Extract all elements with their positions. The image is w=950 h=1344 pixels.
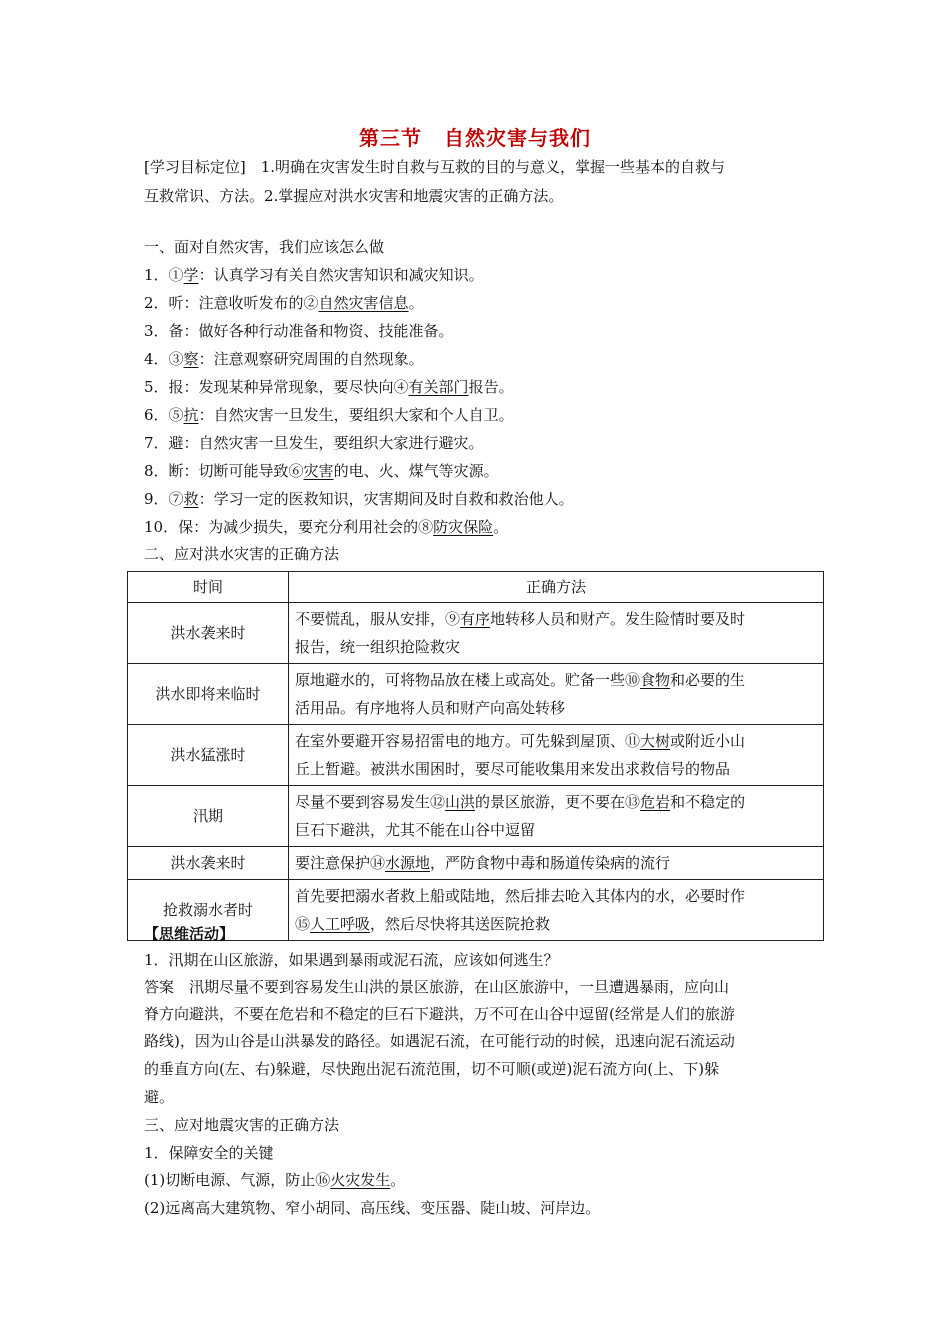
answer-line: 避。 bbox=[144, 1088, 175, 1106]
time-cell: 洪水袭来时 bbox=[128, 847, 289, 880]
title-topic: 自然灾害与我们 bbox=[444, 126, 591, 150]
table-row bbox=[128, 664, 824, 725]
list-item: 4．③察：注意观察研究周围的自然现象。 bbox=[144, 350, 424, 368]
method-cell: 不要慌乱，服从安排，⑨有序地转移人员和财产。发生险情时要及时 报告，统一组织抢险救灾 bbox=[289, 603, 824, 664]
answer-line: 的垂直方向(左、右)躲避，尽快跑出泥石流范围，切不可顺(或逆)泥石流方向(上、下)躲 bbox=[144, 1060, 720, 1078]
method-cell: 在室外要避开容易招雷电的地方。可先躲到屋顶、⑪大树或附近小山 丘上暂避。被洪水围困时，要尽可能收集用来发出求救信号的物品 bbox=[289, 725, 824, 786]
answer-line: 答案 汛期尽量不要到容易发生山洪的景区旅游，在山区旅游中，一旦遭遇暴雨，应向山 bbox=[144, 978, 730, 996]
time-cell: 洪水即将来临时 bbox=[128, 664, 289, 725]
list-item: 10．保：为减少损失，要充分利用社会的⑧防灾保险。 bbox=[144, 518, 509, 536]
list-item: 5．报：发现某种异常现象，要尽快向④有关部门报告。 bbox=[144, 378, 514, 396]
list-item: (2)远离高大建筑物、窄小胡同、高压线、变压器、陡山坡、河岸边。 bbox=[144, 1199, 601, 1217]
time-cell: 洪水袭来时 bbox=[128, 603, 289, 664]
method-cell: 原地避水的，可将物品放在楼上或高处。贮备一些⑩食物和必要的生 活用品。有序地将人员和财产向高处转移 bbox=[289, 664, 824, 725]
list-item: 6．⑤抗：自然灾害一旦发生，要组织大家和个人自卫。 bbox=[144, 406, 514, 424]
column-header-method: 正确方法 bbox=[289, 572, 824, 603]
answer-line: 路线)，因为山谷是山洪暴发的路径。如遇泥石流，在可能行动的时候，迅速向泥石流运动 bbox=[144, 1032, 735, 1050]
list-item: 1．①学：认真学习有关自然灾害知识和减灾知识。 bbox=[144, 266, 484, 284]
list-item: (1)切断电源、气源，防止⑯火灾发生。 bbox=[144, 1171, 406, 1189]
section-3-subheading: 1．保障安全的关键 bbox=[144, 1144, 274, 1162]
method-cell: 尽量不要到容易发生⑫山洪的景区旅游，更不要在⑬危岩和不稳定的 巨石下避洪，尤其不能在山谷中逗留 bbox=[289, 786, 824, 847]
table-row bbox=[128, 786, 824, 847]
section-2-heading: 二、应对洪水灾害的正确方法 bbox=[144, 545, 340, 563]
time-cell: 洪水猛涨时 bbox=[128, 725, 289, 786]
method-cell: 要注意保护⑭水源地，严防食物中毒和肠道传染病的流行 bbox=[289, 847, 824, 880]
section-1-heading: 一、面对自然灾害，我们应该怎么做 bbox=[144, 238, 385, 256]
table-header-row bbox=[128, 572, 824, 603]
column-header-time: 时间 bbox=[128, 572, 289, 603]
thinking-question: 1．汛期在山区旅游，如果遇到暴雨或泥石流，应该如何逃生？ bbox=[144, 951, 559, 969]
learning-goal-line-1: [学习目标定位] 1.明确在灾害发生时自救与互救的目的与意义，掌握一些基本的自救与 bbox=[144, 158, 726, 176]
flood-methods-table bbox=[127, 571, 824, 941]
section-3-heading: 三、应对地震灾害的正确方法 bbox=[144, 1116, 340, 1134]
list-item: 9．⑦救：学习一定的医救知识，灾害期间及时自救和救治他人。 bbox=[144, 490, 574, 508]
table-row bbox=[128, 603, 824, 664]
method-cell: 首先要把溺水者救上船或陆地，然后排去呛入其体内的水，必要时作 ⑮人工呼吸，然后尽快将其送医院抢救 bbox=[289, 880, 824, 941]
time-cell: 抢救溺水者时 bbox=[128, 880, 289, 941]
title-section: 第三节 bbox=[359, 126, 422, 150]
table-row bbox=[128, 725, 824, 786]
list-item: 2．听：注意收听发布的②自然灾害信息。 bbox=[144, 294, 424, 312]
list-item: 3．备：做好各种行动准备和物资、技能准备。 bbox=[144, 322, 454, 340]
answer-line: 脊方向避洪，不要在危岩和不稳定的巨石下避洪，万不可在山谷中逗留(经常是人们的旅游 bbox=[144, 1005, 735, 1023]
table-row bbox=[128, 847, 824, 880]
list-item: 8．断：切断可能导致⑥灾害的电、火、煤气等灾源。 bbox=[144, 462, 499, 480]
page-title bbox=[0, 122, 950, 151]
time-cell: 汛期 bbox=[128, 786, 289, 847]
list-item: 7．避：自然灾害一旦发生，要组织大家进行避灾。 bbox=[144, 434, 484, 452]
thinking-activity-label: 【思维活动】 bbox=[144, 925, 235, 943]
learning-goal-line-2: 互救常识、方法。2.掌握应对洪水灾害和地震灾害的正确方法。 bbox=[144, 187, 564, 205]
